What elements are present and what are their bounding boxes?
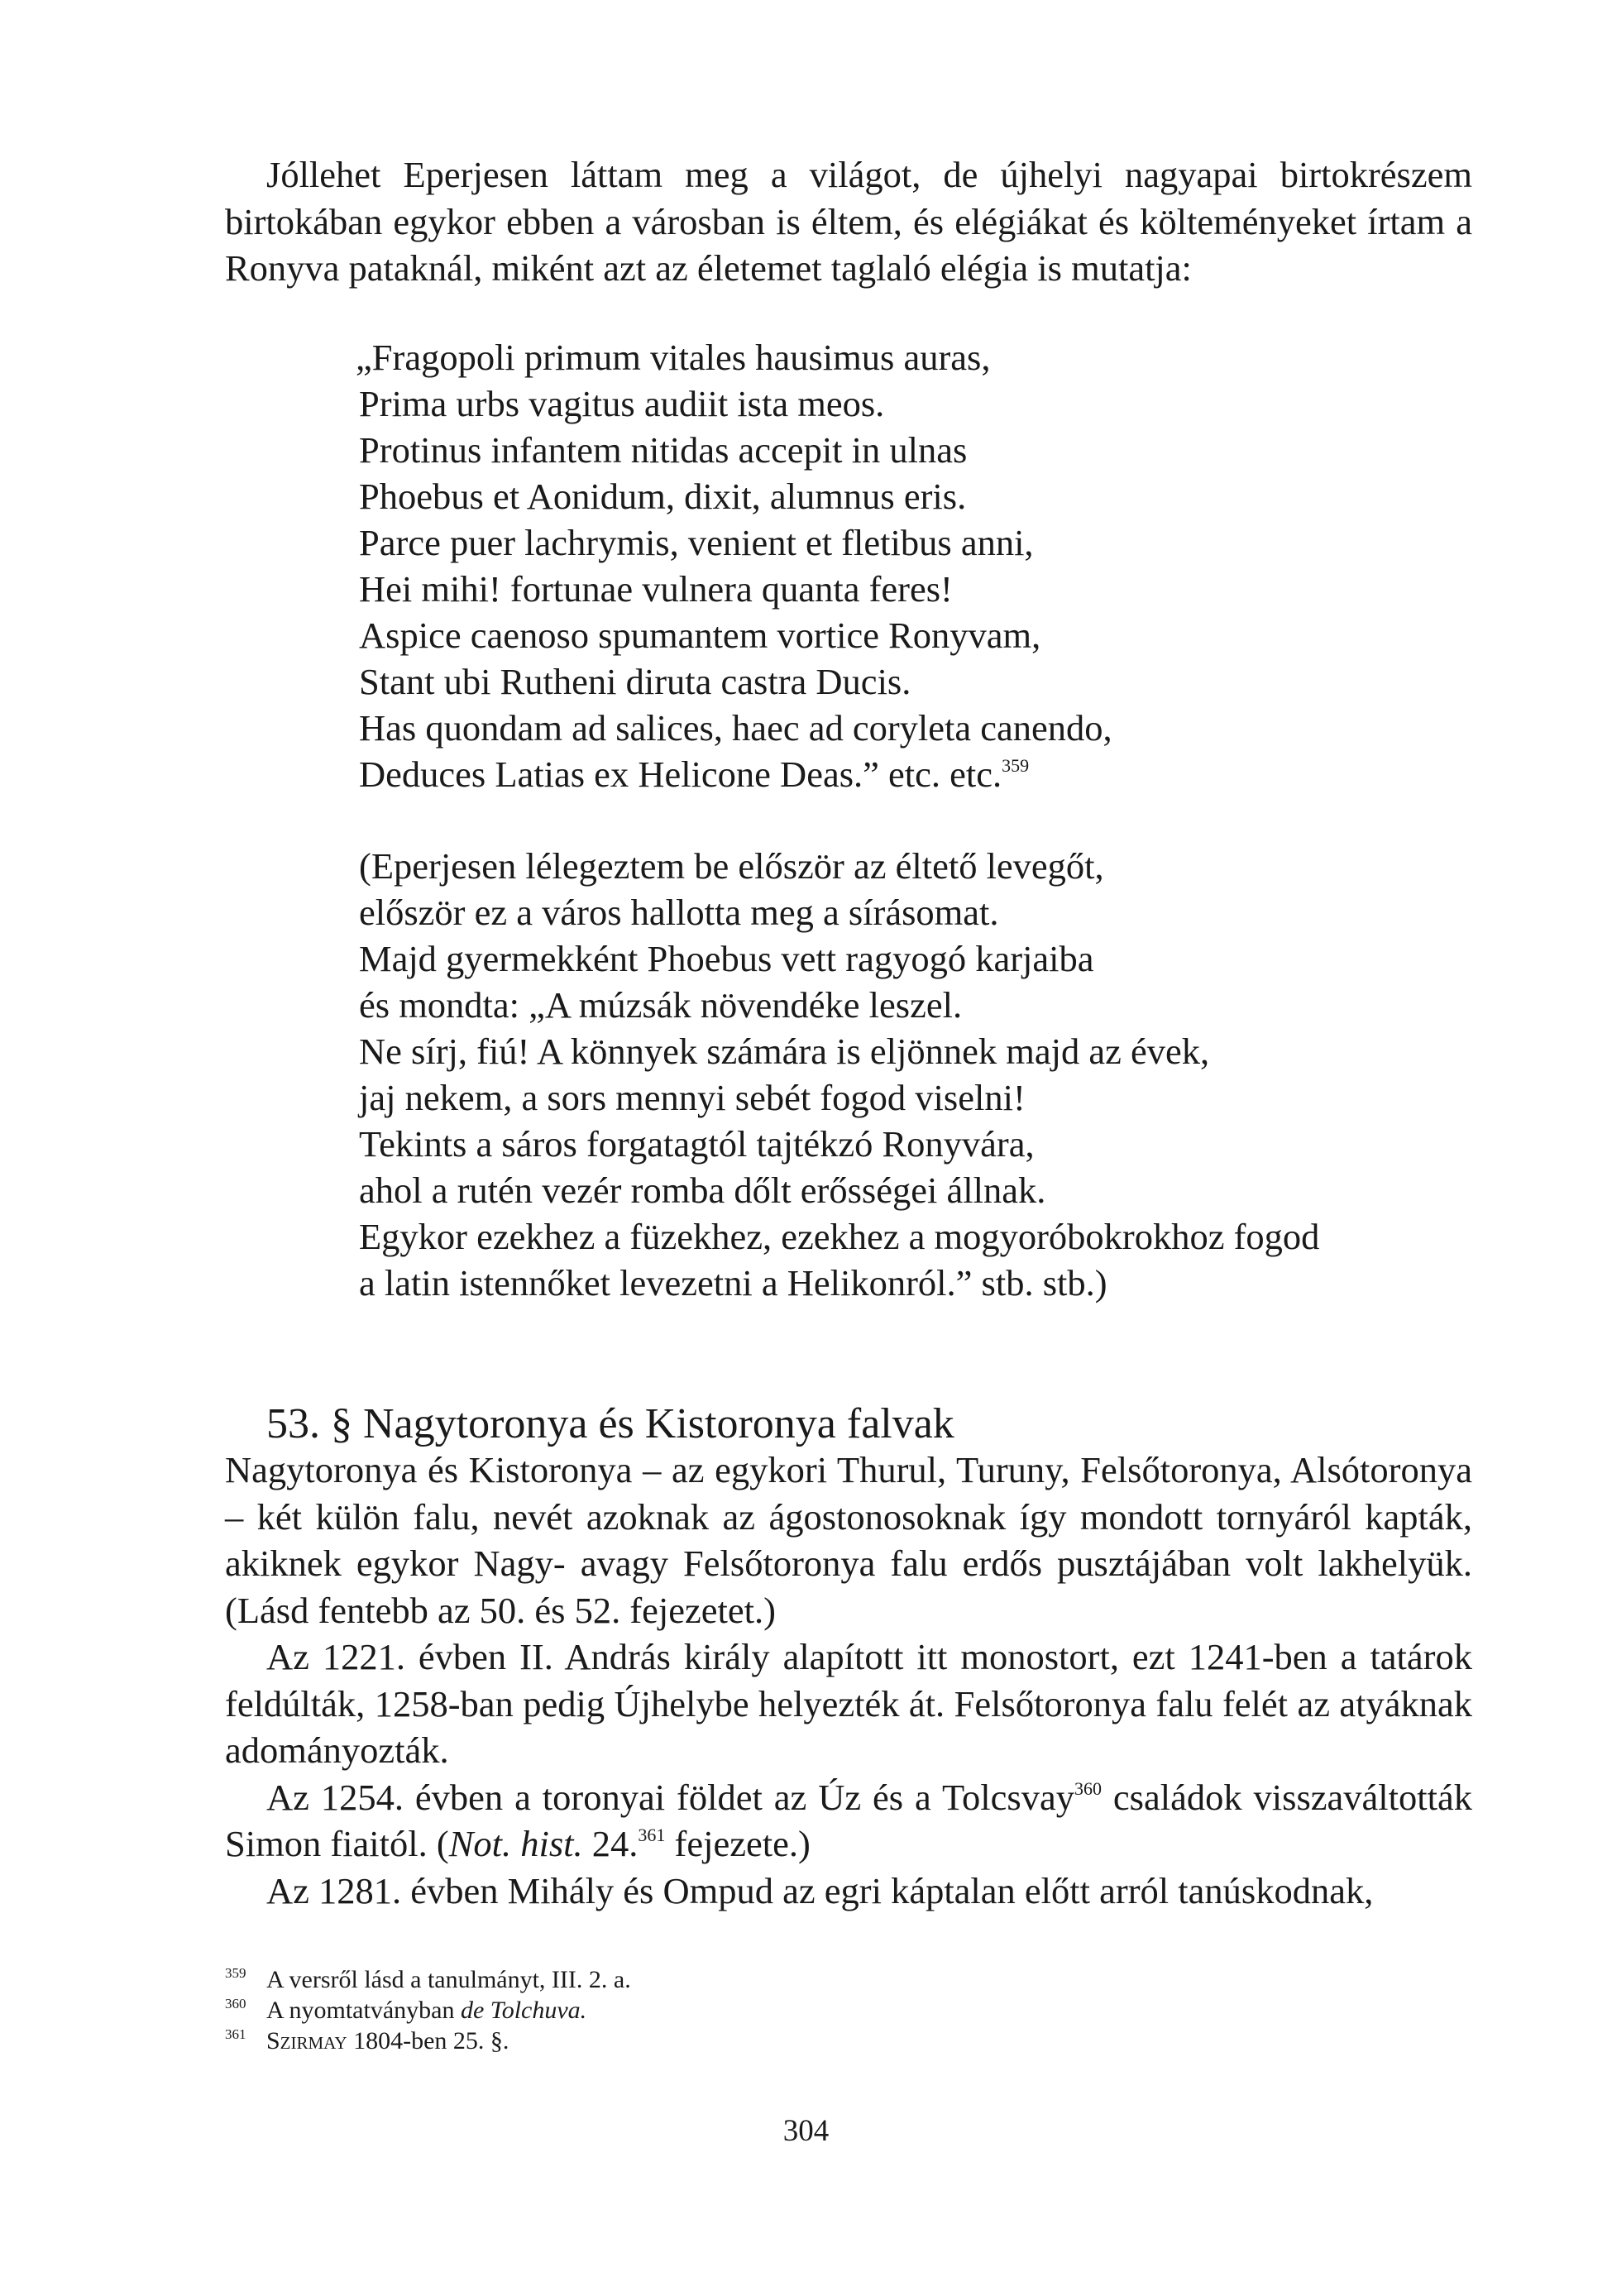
footnote-text: A versről lásd a tanulmányt, III. 2. a.: [266, 1966, 631, 1993]
hungarian-verse-line: Tekints a sáros forgatagtól tajtékzó Ronyvára,: [359, 1123, 1035, 1165]
hungarian-verse-line: ahol a rutén vezér romba dőlt erősségei állnak.: [359, 1170, 1046, 1211]
latin-verse-line: Protinus infantem nitidas accepit in ulnas: [359, 429, 968, 471]
section-paragraph-4: Az 1281. évben Mihály és Ompud az egri káptalan előtt arról tanúskodnak,: [266, 1869, 1374, 1911]
hungarian-verse-line: a latin istennőket levezetni a Helikonról.” stb. stb.): [359, 1262, 1107, 1303]
latin-verse-line: Stant ubi Rutheni diruta castra Ducis.: [359, 661, 911, 702]
section-paragraph-3: [225, 1774, 1472, 1868]
footnote-ref-361[interactable]: 361: [638, 1825, 666, 1845]
latin-verse-line: Aspice caenoso spumantem vortice Ronyvam,: [359, 615, 1041, 656]
hungarian-verse: [359, 843, 1351, 1306]
latin-verse-line: „Fragopoli primum vitales hausimus auras,: [356, 337, 991, 378]
footnote-ref-360[interactable]: 360: [1074, 1777, 1102, 1799]
paragraph-text: fejezete.): [665, 1823, 811, 1864]
section-paragraph-2: Az 1221. évben II. András király alapított itt monostort, ezt 1241-ben a tatárok feldúlták, 1258-ban pedig Újhelybe helyezték át. Felsőtoronya falu felét az atyáknak adományozták.: [225, 1636, 1472, 1771]
latin-verse-line-text: Deduces Latias ex Helicone Deas.” etc. etc.: [359, 753, 1002, 795]
paragraph-text: Az 1254. évben a toronyai földet az Úz és a Tolcsvay: [266, 1776, 1074, 1818]
hungarian-verse-line: Majd gyermekként Phoebus vett ragyogó karjaiba: [359, 938, 1094, 979]
latin-verse-line: Hei mihi! fortunae vulnera quanta feres!: [359, 568, 953, 610]
footnote-359: 359 A versről lásd a tanulmányt, III. 2. a.: [225, 1965, 631, 1993]
footnote-author: Szirmay: [266, 2027, 347, 2054]
hungarian-verse-line: Ne sírj, fiú! A könnyek számára is eljönnek majd az évek,: [359, 1031, 1210, 1072]
section-heading: 53. § Nagytoronya és Kistoronya falvak: [266, 1400, 954, 1447]
latin-verse-line-last: [359, 751, 1351, 797]
latin-verse-line: Phoebus et Aonidum, dixit, alumnus eris.: [359, 476, 967, 517]
paragraph-text: 24.: [582, 1823, 639, 1864]
latin-verse-line: Has quondam ad salices, haec ad coryleta canendo,: [359, 707, 1112, 749]
hungarian-verse-line: jaj nekem, a sors mennyi sebét fogod viselni!: [359, 1077, 1026, 1118]
footnote-text: 1804-ben 25. §.: [347, 2027, 509, 2054]
intro-text: Jóllehet Eperjesen láttam meg a világot, de újhelyi nagyapai birtokrészem birtokában egykor ebben a városban is éltem, és elégiákat és költeményeket írtam a Ronyva pataknál, miként azt az életemet taglaló elégia is mutatja:: [225, 154, 1472, 289]
footnote-text: A nyomtatványban: [266, 1997, 461, 2024]
footnotes: [225, 1964, 1466, 2056]
latin-verse-line: Parce puer lachrymis, venient et fletibus anni,: [359, 522, 1034, 563]
section-body: [225, 1447, 1472, 1914]
latin-verse-line: Prima urbs vagitus audiit ista meos.: [359, 383, 885, 424]
hungarian-verse-line: Egykor ezekhez a füzekhez, ezekhez a mogyoróbokrokhoz fogod: [359, 1216, 1320, 1257]
paragraph-text: családok visszaváltották Simon fiaitól. (: [225, 1776, 1472, 1864]
footnote-360: 360 A nyomtatványban de Tolchuva.: [225, 1996, 587, 2024]
latin-verse: [356, 334, 1351, 797]
footnote-italic: de Tolchuva.: [460, 1997, 587, 2024]
intro-paragraph: [225, 151, 1472, 292]
hungarian-verse-line: (Eperjesen lélegeztem be először az éltető levegőt,: [359, 845, 1104, 887]
italic-citation: Not. hist.: [448, 1823, 583, 1864]
hungarian-verse-line: először ez a város hallotta meg a sírásomat.: [359, 892, 999, 933]
footnote-361: 361 Szirmay 1804-ben 25. §.: [225, 2026, 509, 2054]
hungarian-verse-line: és mondta: „A múzsák növendéke leszel.: [359, 984, 963, 1026]
footnote-ref-359[interactable]: 359: [1002, 755, 1030, 776]
page-number: 304: [782, 2114, 830, 2148]
section-paragraph-1: Nagytoronya és Kistoronya – az egykori Thurul, Turuny, Felsőtoronya, Alsótoronya – két külön falu, nevét azoknak az ágostonosoknak így mondott tornyáról kapták, akiknek egykor Nagy- avagy Felsőtoronya falu erdős pusztájában volt lakhelyük. (Lásd fentebb az 50. és 52. fejezetet.): [225, 1449, 1472, 1631]
